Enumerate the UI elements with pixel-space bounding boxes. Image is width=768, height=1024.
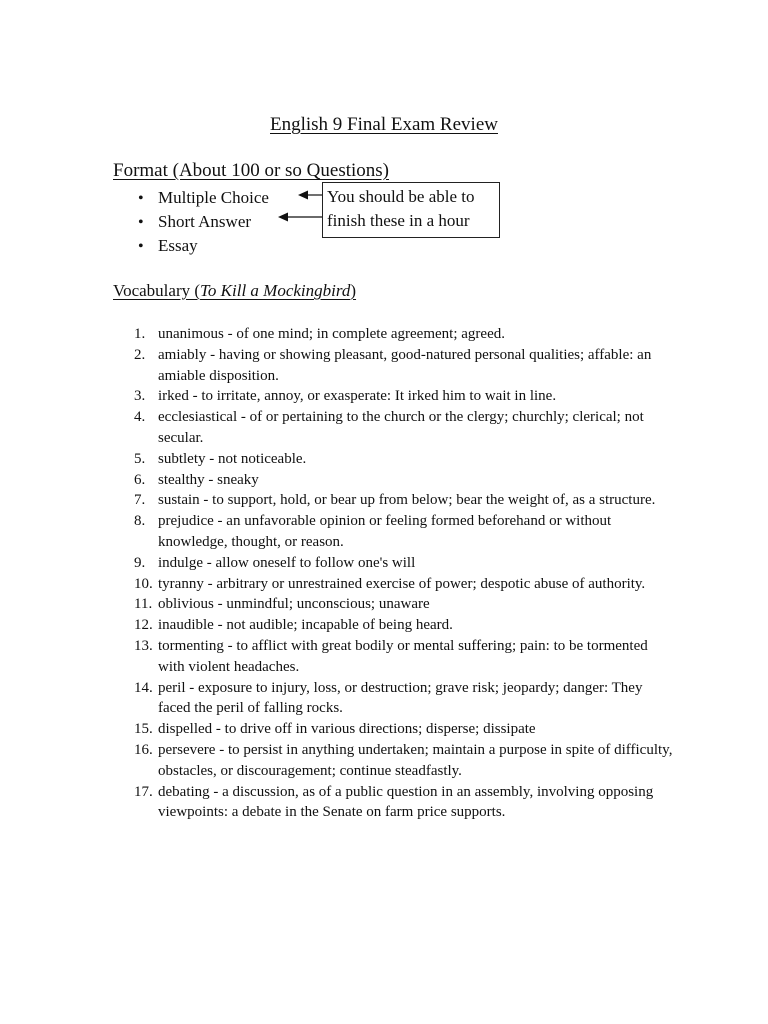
bullet-icon: • xyxy=(138,214,144,231)
vocab-definition: peril - exposure to injury, loss, or destruction; grave risk; jeopardy; danger: They faced the peril of falling rocks. xyxy=(158,679,643,717)
document-title: English 9 Final Exam Review xyxy=(270,114,498,135)
vocab-definition: sustain - to support, hold, or bear up from below; bear the weight of, as a structure. xyxy=(158,492,656,509)
callout-box xyxy=(322,182,500,238)
vocab-number: 5. xyxy=(134,450,146,467)
vocabulary-heading xyxy=(113,281,356,301)
format-item xyxy=(138,210,269,234)
vocab-item xyxy=(134,719,674,740)
vocab-item xyxy=(134,782,674,824)
vocab-number: 16. xyxy=(134,741,153,758)
vocab-definition: subtlety - not noticeable. xyxy=(158,450,307,467)
vocab-number: 2. xyxy=(134,346,146,363)
vocabulary-heading-suffix: ) xyxy=(350,281,357,300)
vocab-definition: irked - to irritate, annoy, or exasperate: It irked him to wait in line. xyxy=(158,388,557,405)
vocab-item xyxy=(134,449,674,470)
vocab-item xyxy=(134,636,674,678)
vocab-item xyxy=(134,324,674,345)
vocab-number: 9. xyxy=(134,554,146,571)
vocab-item xyxy=(134,511,674,553)
callout-line: You should be able to xyxy=(327,187,475,206)
vocab-number: 13. xyxy=(134,637,153,654)
vocab-item xyxy=(134,407,674,449)
format-list xyxy=(138,186,269,258)
format-item-label: Essay xyxy=(158,236,198,255)
vocab-number: 10. xyxy=(134,575,153,592)
format-item-label: Short Answer xyxy=(158,212,252,231)
bullet-icon: • xyxy=(138,190,144,207)
vocab-item xyxy=(134,740,674,782)
format-item xyxy=(138,186,269,210)
vocab-item xyxy=(134,594,674,615)
vocab-definition: oblivious - unmindful; unconscious; unaware xyxy=(158,596,430,613)
vocab-definition: ecclesiastical - of or pertaining to the church or the clergy; churchly; clerical; not secular. xyxy=(158,409,644,446)
vocab-definition: tyranny - arbitrary or unrestrained exercise of power; despotic abuse of authority. xyxy=(158,575,646,592)
vocab-number: 1. xyxy=(134,326,146,342)
vocab-item xyxy=(134,615,674,636)
vocab-number: 17. xyxy=(134,783,153,800)
vocab-number: 6. xyxy=(134,471,146,488)
vocab-definition: inaudible - not audible; incapable of being heard. xyxy=(158,617,453,634)
vocab-item xyxy=(134,553,674,574)
format-heading: Format (About 100 or so Questions) xyxy=(113,160,390,181)
vocab-item xyxy=(134,345,674,387)
vocab-item xyxy=(134,678,674,720)
vocab-definition: unanimous - of one mind; in complete agreement; agreed. xyxy=(158,326,505,342)
vocab-number: 12. xyxy=(134,617,153,634)
vocab-definition: amiably - having or showing pleasant, good-natured personal qualities; affable: an amiable disposition. xyxy=(158,346,652,384)
callout-line: finish these in a hour xyxy=(327,211,470,230)
vocab-definition: stealthy - sneaky xyxy=(158,471,259,488)
vocab-number: 15. xyxy=(134,721,153,738)
vocab-item xyxy=(134,386,674,407)
vocab-definition: indulge - allow oneself to follow one's will xyxy=(158,554,416,571)
bullet-icon: • xyxy=(138,238,144,255)
format-item xyxy=(138,234,269,258)
vocab-item xyxy=(134,574,674,595)
vocab-number: 3. xyxy=(134,388,146,405)
vocab-definition: tormenting - to afflict with great bodily or mental suffering; pain: to be tormented with violent headaches. xyxy=(158,637,648,675)
vocab-item xyxy=(134,470,674,491)
vocab-number: 8. xyxy=(134,513,146,530)
vocabulary-heading-prefix: Vocabulary ( xyxy=(113,281,201,300)
vocab-definition: dispelled - to drive off in various directions; disperse; dissipate xyxy=(158,721,536,738)
vocab-number: 14. xyxy=(134,679,153,696)
vocab-definition: debating - a discussion, as of a public question in an assembly, involving opposing viewpoints: a debate in the Senate on farm price supports. xyxy=(158,783,654,821)
vocab-number: 7. xyxy=(134,492,146,509)
arrow-icon xyxy=(278,213,322,222)
vocabulary-list xyxy=(134,324,674,823)
vocabulary-book-title: To Kill a Mockingbird xyxy=(200,281,351,300)
vocab-definition: persevere - to persist in anything undertaken; maintain a purpose in spite of difficulty, obstacles, or discouragement; continue steadfastly. xyxy=(158,741,673,779)
format-item-label: Multiple Choice xyxy=(158,188,269,207)
vocab-definition: prejudice - an unfavorable opinion or feeling formed beforehand or without knowledge, thought, or reason. xyxy=(158,513,612,550)
arrow-icon xyxy=(298,191,322,200)
vocab-number: 4. xyxy=(134,409,146,426)
vocab-number: 11. xyxy=(134,596,153,613)
vocab-item xyxy=(134,490,674,511)
